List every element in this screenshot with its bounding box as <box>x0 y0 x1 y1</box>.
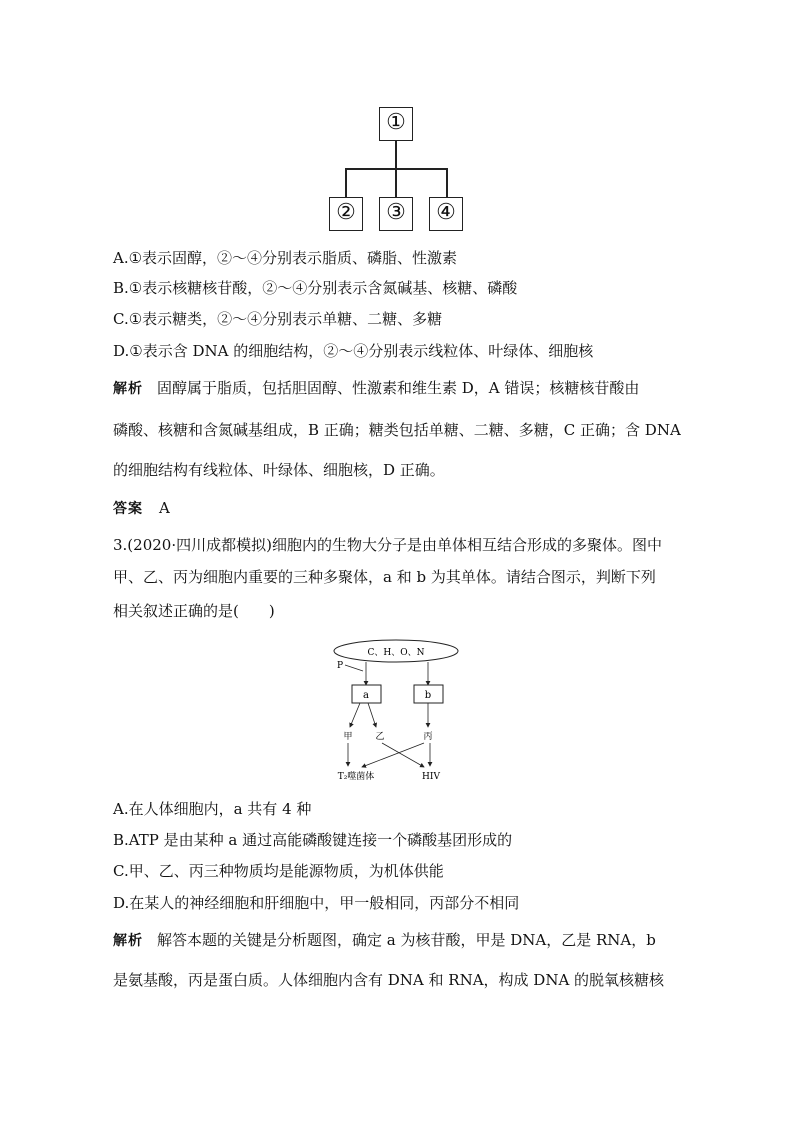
tree-mid-drop <box>395 168 397 198</box>
hiv-label: HIV <box>422 772 440 782</box>
q2-analysis-text: 固醇属于脂质，包括胆固醇、性激素和维生素 D，A 错误；核糖核苷酸由 <box>157 379 640 397</box>
tree-child-box: ③ <box>379 197 413 231</box>
p-arrow <box>345 665 363 671</box>
q3-analysis-line-2: 是氨基酸，丙是蛋白质。人体细胞内含有 DNA 和 RNA，构成 DNA 的脱氧核糖核 <box>113 971 665 989</box>
tree-child-box: ② <box>329 197 363 231</box>
tree-left-drop <box>345 168 347 198</box>
a-to-yi-arrow <box>368 703 376 727</box>
b-label: b <box>424 690 432 701</box>
q2-analysis-line-3: 的细胞结构有线粒体、叶绿体、细胞核，D 正确。 <box>113 461 445 479</box>
bing-to-phage-arrow <box>362 743 424 767</box>
q3-stem-line-1: 3.(2020·四川成都模拟)细胞内的生物大分子是由单体相互结合形成的多聚体。图中 <box>113 536 662 554</box>
q2-analysis-label: 解析 <box>113 381 143 397</box>
q3-stem-line-2: 甲、乙、丙为细胞内重要的三种多聚体，a 和 b 为其单体。请结合图示，判断下列 <box>113 568 656 586</box>
tree-top-box: ① <box>379 107 413 141</box>
q3-option-c: C.甲、乙、丙三种物质均是能源物质，为机体供能 <box>113 862 444 880</box>
yi-to-hiv-arrow <box>382 743 424 767</box>
phage-label: T₂噬菌体 <box>337 772 375 782</box>
a-to-jia-arrow <box>350 703 360 727</box>
q2-option-d: D.①表示含 DNA 的细胞结构，②～④分别表示线粒体、叶绿体、细胞核 <box>113 342 594 360</box>
tree-right-drop <box>446 168 448 198</box>
q2-answer-value: A <box>159 499 170 517</box>
q2-answer-label: 答案 <box>113 501 143 517</box>
q3-analysis-label: 解析 <box>113 933 143 949</box>
jia-label: 甲 <box>343 732 353 742</box>
q3-analysis-line-1 <box>113 930 656 951</box>
tree-stem-line <box>395 141 397 169</box>
bing-label: 丙 <box>423 732 433 742</box>
q2-analysis-line-2: 磷酸、核糖和含氮碱基组成，B 正确；糖类包括单糖、二糖、多糖，C 正确；含 DNA <box>113 421 681 439</box>
q3-stem-line-3: 相关叙述正确的是( ) <box>113 602 275 620</box>
q3-analysis-text: 解答本题的关键是分析题图，确定 a 为核苷酸，甲是 DNA，乙是 RNA，b <box>157 931 656 949</box>
q3-flow-diagram <box>300 635 500 785</box>
q2-option-a: A.①表示固醇，②～④分别表示脂质、磷脂、性激素 <box>113 249 458 267</box>
q2-analysis-line-1 <box>113 378 639 399</box>
q2-answer-line <box>113 498 170 519</box>
q2-option-b: B.①表示核糖核苷酸，②～④分别表示含氮碱基、核糖、磷酸 <box>113 279 518 297</box>
q3-option-b: B.ATP 是由某种 a 通过高能磷酸键连接一个磷酸基团形成的 <box>113 831 513 849</box>
yi-label: 乙 <box>375 732 385 742</box>
a-label: a <box>363 690 369 701</box>
q2-option-c: C.①表示糖类，②～④分别表示单糖、二糖、多糖 <box>113 310 443 328</box>
q3-option-d: D.在某人的神经细胞和肝细胞中，甲一般相同，丙部分不相同 <box>113 894 520 912</box>
q3-option-a: A.在人体细胞内，a 共有 4 种 <box>113 800 312 818</box>
p-label: P <box>337 661 344 671</box>
elements-label: C、H、O、N <box>367 648 425 658</box>
tree-child-box: ④ <box>429 197 463 231</box>
